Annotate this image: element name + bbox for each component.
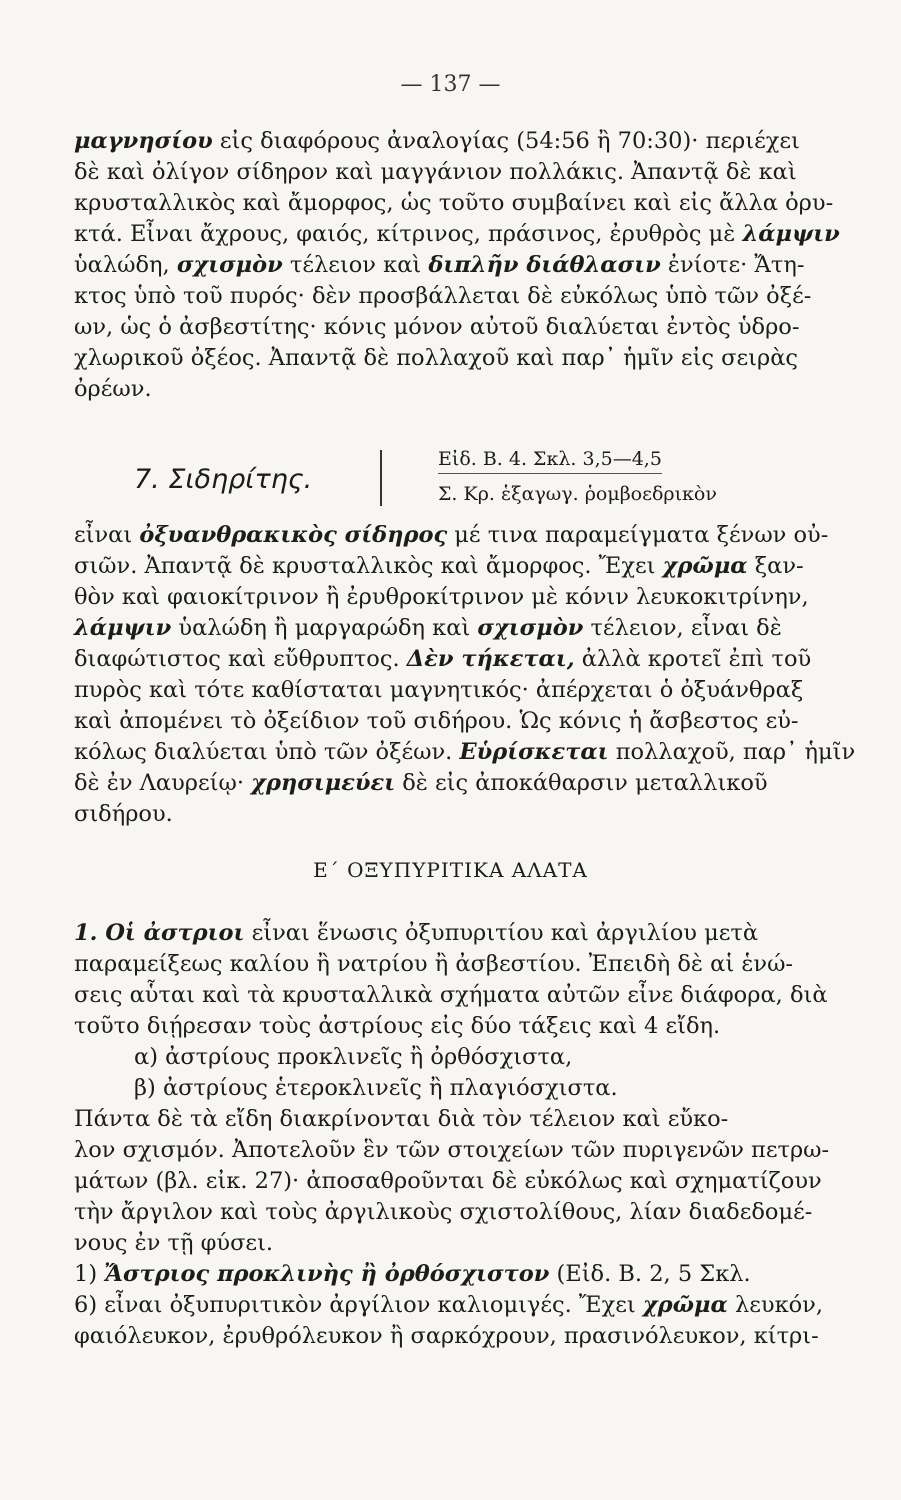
emphasis: χρῶμα bbox=[642, 1292, 728, 1318]
brace-icon bbox=[380, 450, 390, 506]
text-line bbox=[74, 126, 834, 157]
paragraph-text bbox=[74, 520, 856, 830]
text: πυρὸς καὶ τότε καθίσταται μαγνητικός· ἀπέρχεται ὁ ὀξυάνθραξ bbox=[74, 677, 804, 703]
text-line bbox=[74, 1228, 834, 1259]
emphasis: διπλῆν διάθλασιν bbox=[428, 252, 661, 278]
text: Πάντα δὲ τὰ εἴδη διακρίνονται διὰ τὸν τέλειον καὶ εὔκο- bbox=[74, 1106, 729, 1132]
page-number: — 137 — bbox=[400, 72, 501, 97]
text: ἐνίοτε· Ἄτη- bbox=[660, 252, 805, 278]
text: φαιόλευκον, ἐρυθρόλευκον ἢ σαρκόχρουν, πρασινόλευκον, κίτρι- bbox=[74, 1323, 819, 1349]
text-line bbox=[74, 949, 834, 980]
text: πολλαχοῦ, παρ᾽ ἡμῖν bbox=[608, 739, 856, 765]
emphasis: Ἄστριος προκλινὴς ἢ ὀρθόσχιστον bbox=[104, 1261, 550, 1287]
text-line bbox=[74, 980, 834, 1011]
text-line bbox=[74, 1011, 834, 1042]
text-line bbox=[74, 737, 856, 768]
text: κτος ὑπὸ τοῦ πυρός· δὲν προσβάλλεται δὲ εὐκόλως ὑπὸ τῶν ὀξέ- bbox=[74, 283, 812, 309]
text: εἶναι bbox=[74, 522, 140, 548]
text-line bbox=[74, 918, 834, 949]
text: λευκόν, bbox=[727, 1292, 824, 1318]
text-line bbox=[74, 312, 834, 343]
text-line bbox=[74, 613, 834, 644]
paragraph-text bbox=[74, 126, 840, 405]
mineral-properties-2: Σ. Κρ. ἑξαγωγ. ῥομβοεδρικὸν bbox=[438, 483, 717, 505]
text-line bbox=[74, 644, 834, 675]
text: 1) bbox=[74, 1261, 105, 1287]
paragraph-magnesite bbox=[74, 126, 840, 405]
text: δὲ εἰς ἀποκάθαρσιν μεταλλικοῦ bbox=[395, 770, 768, 796]
paragraph-feldspars bbox=[74, 918, 834, 1352]
text: διαφώτιστος καὶ εὔθρυπτος. bbox=[74, 646, 407, 672]
text: ὀρέων. bbox=[74, 376, 152, 402]
text: λον σχισμόν. Ἀποτελοῦν ἓν τῶν στοιχείων τῶν πυριγενῶν πετρω- bbox=[74, 1137, 830, 1163]
mineral-properties-1: Εἰδ. Β. 4. Σκλ. 3,5—4,5 bbox=[438, 448, 662, 474]
text-line bbox=[74, 1290, 834, 1321]
text-line bbox=[74, 520, 834, 551]
text-line bbox=[74, 219, 840, 250]
emphasis: σχισμὸν bbox=[477, 615, 584, 641]
text: κρυσταλλικὸς καὶ ἄμορφος, ὡς τοῦτο συμβαίνει καὶ εἰς ἄλλα ὀρυ- bbox=[74, 190, 834, 216]
emphasis: μαγνησίου bbox=[74, 128, 213, 154]
text: σιῶν. Ἀπαντᾷ δὲ κρυσταλλικὸς καὶ ἄμορφος. Ἔχει bbox=[74, 553, 663, 579]
emphasis: 1. Οἱ ἀστριοι bbox=[74, 920, 245, 946]
text: τέλειον καὶ bbox=[282, 252, 429, 278]
paragraph-text bbox=[74, 1104, 834, 1259]
emphasis: χρῶμα bbox=[662, 553, 748, 579]
emphasis: Εὑρίσκεται bbox=[459, 739, 609, 765]
text-line bbox=[74, 1197, 834, 1228]
emphasis: σχισμὸν bbox=[176, 252, 283, 278]
text-line bbox=[74, 1321, 834, 1352]
paragraph-text bbox=[74, 918, 834, 1042]
text-line bbox=[74, 1104, 834, 1135]
emphasis: λάμψιν bbox=[74, 615, 172, 641]
paragraph-siderite bbox=[74, 520, 856, 830]
text-line bbox=[74, 1135, 834, 1166]
text: παραμείξεως καλίου ἢ νατρίου ἢ ἀσβεστίου. Ἐπειδὴ δὲ αἱ ἑνώ- bbox=[74, 951, 794, 977]
paragraph-text bbox=[74, 1259, 834, 1352]
text: 6) εἶναι ὀξυπυριτικὸν ἀργίλιον καλιομιγές. Ἔχει bbox=[74, 1292, 643, 1318]
emphasis: χρησιμεύει bbox=[251, 770, 396, 796]
text: δὲ ἐν Λαυρείῳ· bbox=[74, 770, 252, 796]
text: μάτων (βλ. εἰκ. 27)· ἀποσαθροῦνται δὲ εὐκόλως καὶ σχηματίζουν bbox=[74, 1168, 822, 1194]
text-line bbox=[74, 582, 834, 613]
text-line bbox=[74, 768, 834, 799]
text-line bbox=[74, 675, 834, 706]
text: σεις αὗται καὶ τὰ κρυσταλλικὰ σχήματα αὐτῶν εἶνε διάφορα, διὰ bbox=[74, 982, 828, 1008]
mineral-name: 7. Σιδηρίτης. bbox=[134, 464, 313, 495]
section-heading: Ε΄ ΟΞΥΠΥΡΙΤΙΚΑ ΑΛΑΤΑ bbox=[313, 858, 588, 882]
text: εἰς διαφόρους ἀναλογίας (54:56 ἢ 70:30)· περιέχει bbox=[212, 128, 800, 154]
list-item: β) ἀστρίους ἑτεροκλινεῖς ἢ πλαγιόσχιστα. bbox=[134, 1075, 618, 1101]
text: ξαν- bbox=[747, 553, 804, 579]
mineral-heading-siderite bbox=[134, 450, 834, 516]
emphasis: ὀξυανθρακικὸς σίδηρος bbox=[139, 522, 448, 548]
text: θὸν καὶ φαιοκίτρινον ἢ ἐρυθροκίτρινον μὲ κόνιν λευκοκιτρίνην, bbox=[74, 584, 809, 610]
text-line bbox=[74, 343, 834, 374]
emphasis: λάμψιν bbox=[742, 221, 840, 247]
list-item: α) ἀστρίους προκλινεῖς ἢ ὀρθόσχιστα, bbox=[134, 1044, 573, 1070]
text-line bbox=[74, 1259, 834, 1290]
text: χλωρικοῦ ὀξέος. Ἀπαντᾷ δὲ πολλαχοῦ καὶ παρ᾽ ἡμῖν εἰς σειρὰς bbox=[74, 345, 798, 371]
text: τοῦτο διῄρεσαν τοὺς ἀστρίους εἰς δύο τάξεις καὶ 4 εἴδη. bbox=[74, 1013, 721, 1039]
text: τέλειον, εἶναι δὲ bbox=[583, 615, 782, 641]
text-line bbox=[74, 374, 834, 405]
text: μέ τινα παραμείγματα ξένων οὐ- bbox=[447, 522, 829, 548]
text-line bbox=[74, 157, 834, 188]
text: ων, ὡς ὁ ἀσβεστίτης· κόνις μόνον αὐτοῦ διαλύεται ἐντὸς ὑδρο- bbox=[74, 314, 800, 340]
list bbox=[74, 1042, 834, 1104]
text: δὲ καὶ ὀλίγον σίδηρον καὶ μαγγάνιον πολλάκις. Ἀπαντᾷ δὲ καὶ bbox=[74, 159, 797, 185]
text: κόλως διαλύεται ὑπὸ τῶν ὀξέων. bbox=[74, 739, 460, 765]
text: τὴν ἄργιλον καὶ τοὺς ἀργιλικοὺς σχιστολίθους, λίαν διαδεδομέ- bbox=[74, 1199, 813, 1225]
text: νους ἐν τῇ φύσει. bbox=[74, 1230, 274, 1256]
text-line bbox=[74, 551, 834, 582]
text: σιδήρου. bbox=[74, 801, 173, 827]
text: ὑαλώδη ἢ μαργαρώδη καὶ bbox=[171, 615, 478, 641]
text: (Εἰδ. Β. 2, 5 Σκλ. bbox=[549, 1261, 751, 1287]
text-line bbox=[74, 250, 834, 281]
text-line bbox=[74, 188, 834, 219]
text: κτά. Εἶναι ἄχρους, φαιός, κίτρινος, πράσινος, ἐρυθρὸς μὲ bbox=[74, 221, 743, 247]
text: ὑαλώδη, bbox=[74, 252, 177, 278]
text-line bbox=[74, 281, 834, 312]
text-line bbox=[74, 799, 834, 830]
text-line bbox=[74, 706, 834, 737]
text: ἀλλὰ κροτεῖ ἐπὶ τοῦ bbox=[574, 646, 812, 672]
text: εἶναι ἕνωσις ὀξυπυριτίου καὶ ἀργιλίου μετὰ bbox=[244, 920, 759, 946]
text: καὶ ἀπομένει τὸ ὀξείδιον τοῦ σιδήρου. Ὡς κόνις ἡ ἄσβεστος εὐ- bbox=[74, 708, 799, 734]
emphasis: Δὲν τήκεται, bbox=[406, 646, 575, 672]
text-line bbox=[74, 1166, 834, 1197]
